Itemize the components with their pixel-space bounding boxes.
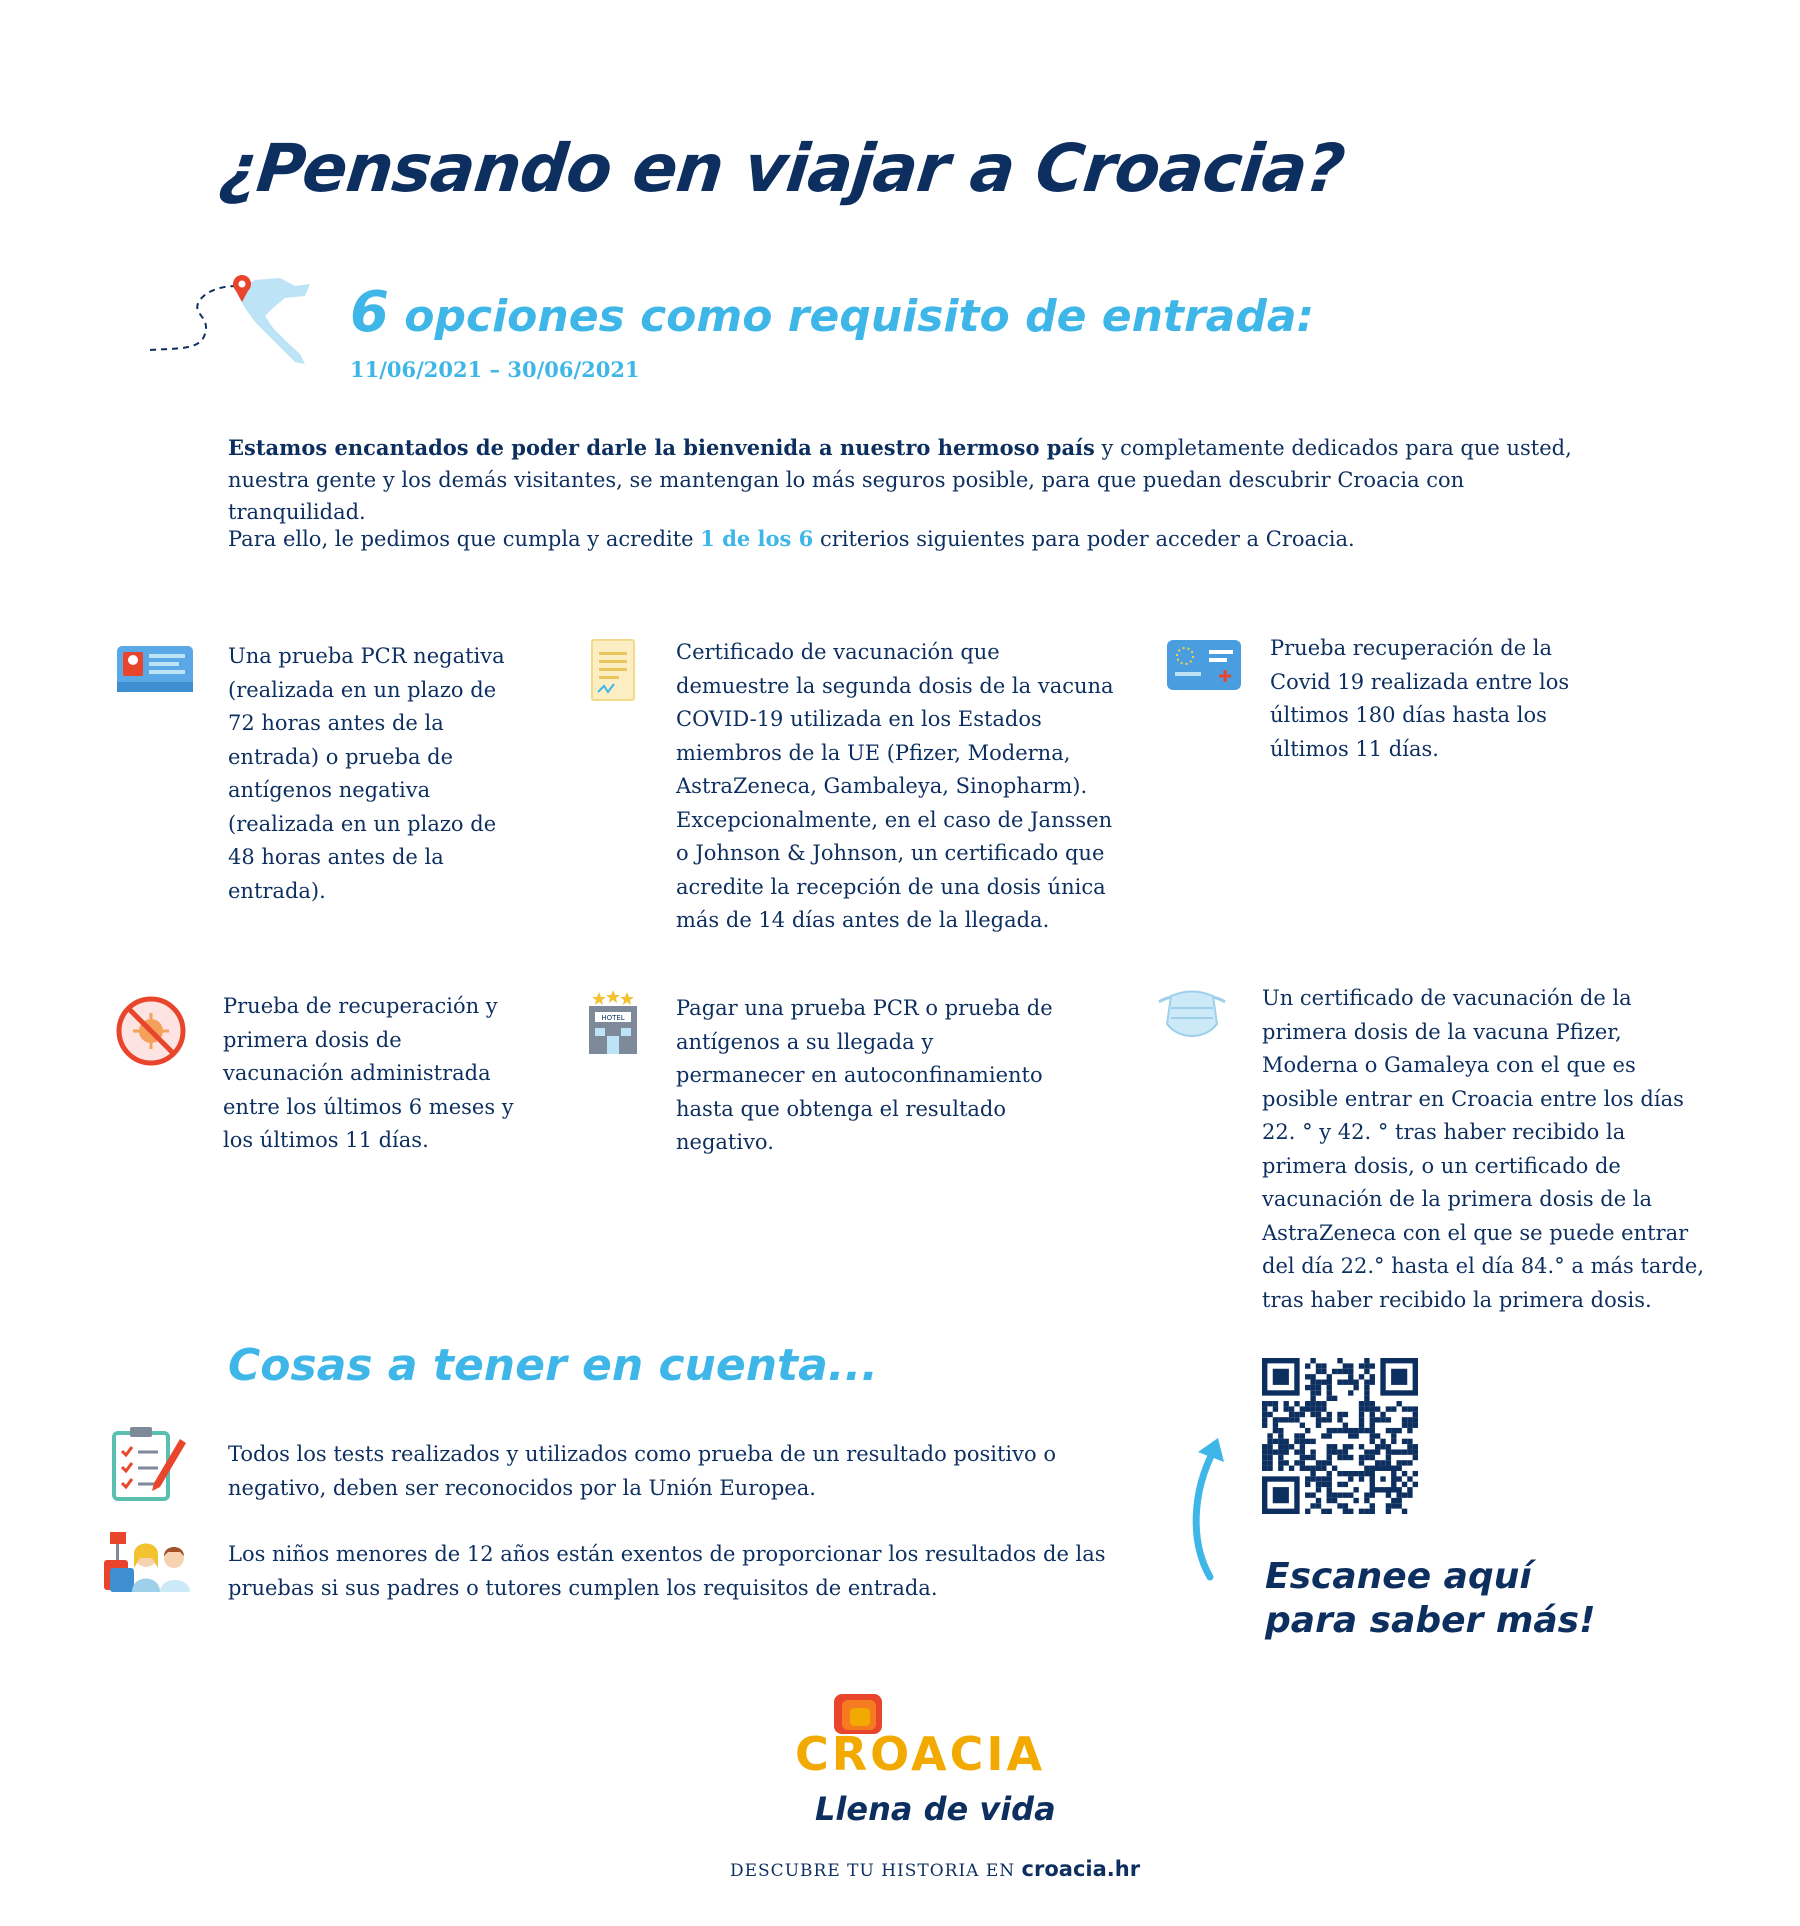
- no-virus-icon: [113, 993, 189, 1069]
- option-2-text: Certificado de vacunación que demuestre la segunda dosis de la vacuna COVID-19 utilizada en los Estados miembros de la UE (Pfizer, Moderna, AstraZeneca, Gambaleya, Sinopharm). Excepcionalmente, en el caso de Janssen o Johnson & Johnson, un certificado que acredite la recepción de una dosis única más de 14 días antes de la llegada.: [676, 640, 1114, 932]
- arrow-up-icon: [1180, 1432, 1240, 1582]
- page-title: ¿Pensando en viajar a Croacia?: [215, 130, 1348, 207]
- criteria-highlight: 1 de los 6: [700, 526, 814, 551]
- options-count: 6: [350, 280, 389, 345]
- option-6-text: Un certificado de vacunación de la primera dosis de la vacuna Pfizer, Moderna o Gamaleya con el que es posible entrar en Croacia entre los días 22. ° y 42. ° tras haber recibido la primera dosis, o un certificado de vacunación de la primera dosis de la AstraZeneca con el que se puede entrar del día 22.° hasta el día 84.° a más tarde, tras haber recibido la primera dosis.: [1262, 986, 1705, 1312]
- qr-code[interactable]: [1262, 1358, 1418, 1514]
- options-heading: [350, 280, 1314, 345]
- id-card-icon: [115, 642, 195, 698]
- option-4-text: Prueba de recuperación y primera dosis de vacunación administrada entre los últimos 6 meses y los últimos 11 días.: [223, 994, 514, 1152]
- document-icon: [588, 638, 638, 704]
- svg-text:HOTEL: HOTEL: [601, 1014, 625, 1022]
- family-icon: [102, 1528, 194, 1594]
- notes-heading: Cosas a tener en cuenta...: [228, 1340, 878, 1391]
- face-mask-icon: [1155, 988, 1229, 1046]
- intro-rest: y completamente dedicados para que usted, nuestra gente y los demás visitantes, se mantengan lo más seguros posible, para que puedan descubrir Croacia con tranquilidad.: [228, 436, 1572, 524]
- intro-paragraph: [228, 432, 1608, 528]
- logo-slogan: Llena de vida: [815, 1790, 1056, 1828]
- intro-bold: Estamos encantados de poder darle la bienvenida a nuestro hermoso país: [228, 435, 1095, 460]
- clipboard-icon: [110, 1425, 188, 1503]
- options-heading-text: opciones como requisito de entrada:: [404, 291, 1315, 342]
- footer-prefix: DESCUBRE TU HISTORIA EN: [730, 1861, 1022, 1881]
- note-2-text: Los niños menores de 12 años están exentos de proporcionar los resultados de las pruebas si sus padres o tutores cumplen los requisitos de entrada.: [228, 1542, 1106, 1600]
- option-3-text: Prueba recuperación de la Covid 19 realizada entre los últimos 180 días hasta los últimos 11 días.: [1270, 636, 1570, 761]
- criteria-text-after: criterios siguientes para poder acceder a Croacia.: [813, 527, 1355, 551]
- option-1-text: Una prueba PCR negativa (realizada en un plazo de 72 horas antes de la entrada) o prueba de antígenos negativa (realizada en un plazo de 48 horas antes de la entrada).: [228, 644, 505, 903]
- criteria-text-before: Para ello, le pedimos que cumpla y acredite: [228, 527, 701, 551]
- footer-link[interactable]: croacia.hr: [1021, 1857, 1141, 1881]
- eu-card-icon: [1165, 638, 1243, 694]
- logo-wordmark: CROACIA: [795, 1727, 1046, 1781]
- date-range: 11/06/2021 – 30/06/2021: [350, 357, 640, 382]
- hotel-icon: [585, 990, 641, 1056]
- scan-label: Escanee aquí para saber más!: [1265, 1556, 1596, 1641]
- criteria-paragraph: [228, 523, 1608, 555]
- footer-text: [730, 1857, 1140, 1881]
- note-1-text: Todos los tests realizados y utilizados como prueba de un resultado positivo o negativo, deben ser reconocidos por la Unión Europea.: [228, 1442, 1056, 1500]
- croatia-map-icon: [145, 268, 320, 378]
- option-5-text: Pagar una prueba PCR o prueba de antígenos a su llegada y permanecer en autoconfinamiento hasta que obtenga el resultado negativo.: [676, 996, 1053, 1154]
